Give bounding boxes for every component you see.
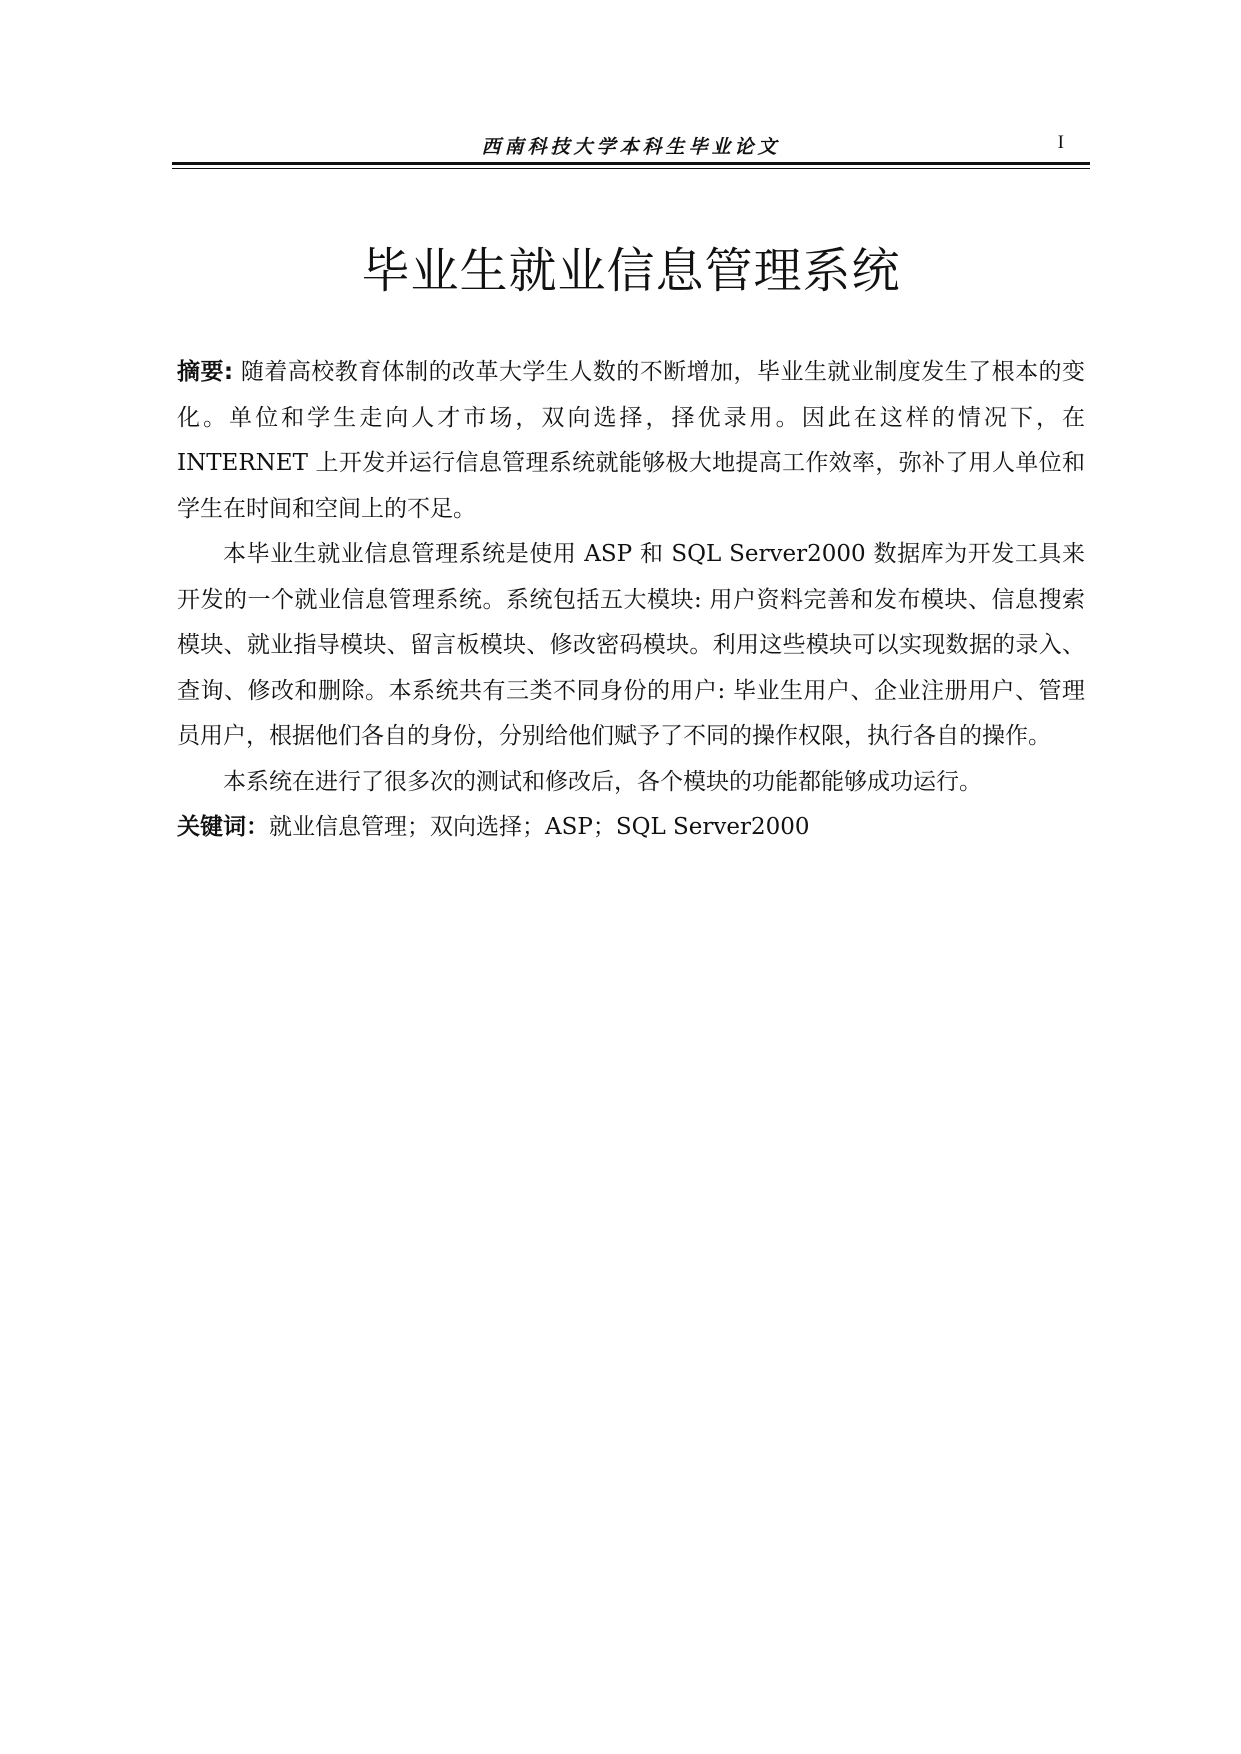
document-title: 毕业生就业信息管理系统 — [361, 243, 901, 299]
keywords-line — [177, 805, 1085, 851]
abstract-paragraph-1 — [177, 350, 1085, 532]
header-rule-thick — [172, 162, 1090, 165]
keywords-text: 就业信息管理；双向选择；ASP；SQL Server2000 — [269, 814, 810, 840]
header-title: 西南科技大学本科生毕业论文 — [481, 136, 781, 158]
abstract-paragraph-2: 本毕业生就业信息管理系统是使用 ASP 和 SQL Server2000 数据库为开发工具来开发的一个就业信息管理系统。系统包括五大模块: 用户资料完善和发布模块、信息搜索模块、就业指导模块、留言板模块、修改密码模块。利用这些模块可以实现数据的录入、查询、修改和删除。本系统共有三类不同身份的用户: 毕业生用户、企业注册用户、管理员用户，根据他们各自的身份，分别给他们赋予了不同的操作权限，执行各自的操作。 — [177, 541, 1085, 749]
abstract-paragraph-3: 本系统在进行了很多次的测试和修改后，各个模块的功能都能够成功运行。 — [223, 768, 982, 795]
running-header — [172, 126, 1090, 160]
keywords-label: 关键词： — [177, 814, 269, 840]
header-rule-thin — [172, 168, 1090, 169]
page-number: I — [1057, 132, 1064, 153]
abstract-label: 摘要: — [177, 359, 234, 385]
abstract-section — [177, 350, 1085, 851]
abstract-paragraph-1-text: 随着高校教育体制的改革大学生人数的不断增加，毕业生就业制度发生了根本的变化。单位和学生走向人才市场，双向选择，择优录用。因此在这样的情况下，在 INTERNET 上开发并运行信息管理系统就能够极大地提高工作效率，弥补了用人单位和学生在时间和空间上的不足。 — [177, 359, 1086, 522]
